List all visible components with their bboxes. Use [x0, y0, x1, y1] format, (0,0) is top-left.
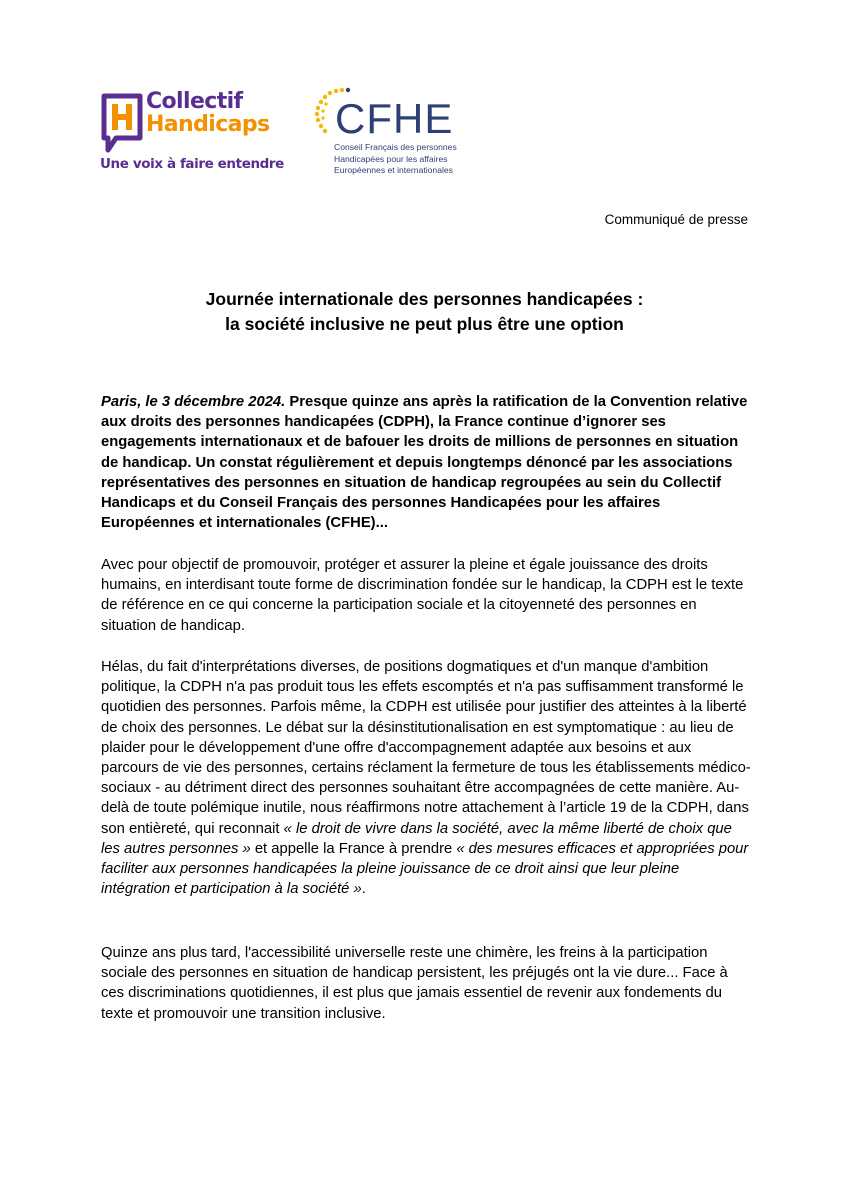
dateline: Paris, le 3 décembre 2024.	[101, 394, 286, 410]
speech-bubble-h-icon	[100, 92, 144, 154]
collectif-handicaps-logo	[100, 90, 300, 180]
p2-text-c: .	[361, 881, 366, 898]
cfhe-full-name	[334, 142, 457, 177]
lead-paragraph	[101, 392, 751, 533]
body-paragraph-2	[101, 657, 751, 899]
p2-quote-2: « des mesures efficaces et appropriées pour faciliter aux personnes handicapées la pleine jouissance de ce droit ainsi que leur pleine intégration et participation à la société »	[101, 840, 749, 898]
cfhe-sub-line1: Conseil Français des personnes	[334, 142, 457, 152]
p2-text-a: Hélas, du fait d'interprétations diverses, de positions dogmatiques et d'un manque d'ambition politique, la CDPH n'a pas produit tous les effets escomptés et n'a pas suffisamment transformé le quotidien des personnes. Parfois même, la CDPH est utilisée pour justifier des atteintes à la liberté de choix des personnes. Le débat sur la désinstitutionalisation en est symptomatique : au lieu de plaider pour le développement d'une offre d'accompagnement adaptée aux besoins et aux parcours de vie des personnes, certains réclament la fermeture de tous les établissements médico-sociaux - au détriment direct des personnes souhaitant être accompagnées de cette manière. Au-delà de toute polémique inutile, nous réaffirmons notre attachement à l’article 19 de la CDPH, dans son entièreté, qui reconnait	[101, 659, 751, 837]
cfhe-sub-line2: Handicapées pour les affaires	[334, 153, 448, 164]
lead-text: Presque quinze ans après la ratification de la Convention relative aux droits des personnes handicapées (CDPH), la France continue d’ignorer ses engagements internationaux et de bafouer les droits de millions de personnes en situation de handicap. Un constat régulièrement et depuis longtemps dénoncé par les associations représentatives des personnes en situation de handicap regroupées au sein du Collectif Handicaps et du Conseil Français des personnes Handicapées pour les affaires Européennes et internationales (CFHE)...	[101, 394, 748, 532]
title-line2: la société inclusive ne peut plus être une option	[225, 314, 624, 334]
cfhe-logo	[312, 84, 472, 184]
cfhe-acronym: CFHE	[335, 95, 454, 142]
collectif-tagline: Une voix à faire entendre	[100, 156, 284, 172]
title-line1: Journée internationale des personnes handicapées :	[205, 289, 644, 309]
collectif-handicaps-wordmark	[146, 90, 270, 136]
document-type-label: Communiqué de presse	[604, 212, 748, 227]
p2-quote-1: « le droit de vivre dans la société, avec la même liberté de choix que les autres personnes »	[101, 820, 732, 857]
cfhe-sub-line3: Européennes et internationales	[334, 165, 453, 175]
p2-text-b: et appelle la France à prendre	[250, 840, 457, 857]
body-paragraph-3: Quinze ans plus tard, l'accessibilité universelle reste une chimère, les freins à la participation sociale des personnes en situation de handicap persistent, les préjugés ont la vie dure... Face à ces discriminations quotidiennes, il est plus que jamais essentiel de revenir aux fondements du texte et promouvoir une transition inclusive.	[101, 945, 728, 1022]
collectif-name-line2: Handicaps	[146, 112, 270, 137]
body-paragraph-1: Avec pour objectif de promouvoir, protéger et assurer la pleine et égale jouissance des droits humains, en interdisant toute forme de discrimination fondée sur le handicap, la CDPH est le texte de référence en ce qui concerne la participation sociale et la citoyenneté des personnes en situation de handicap.	[101, 557, 744, 634]
collectif-name-line1: Collectif	[146, 89, 243, 114]
page-title	[100, 287, 749, 337]
